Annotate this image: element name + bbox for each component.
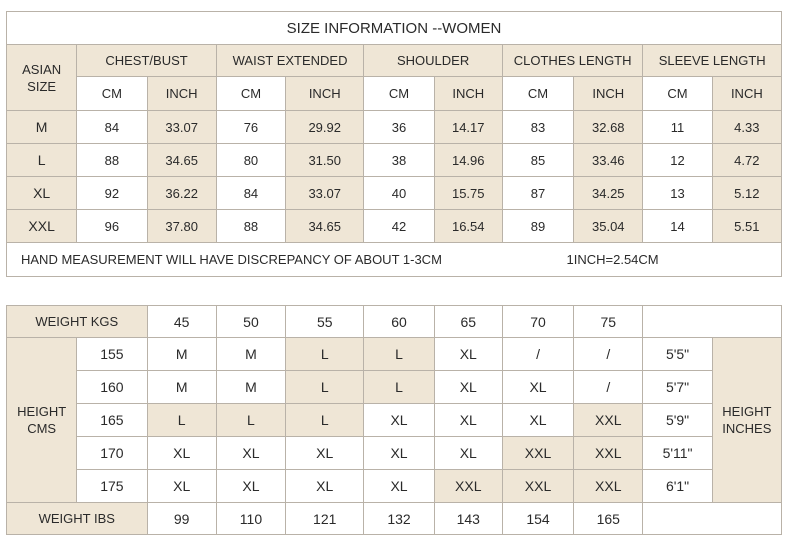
table-cell: 84 [216,177,285,210]
table-cell: 40 [364,177,434,210]
size-fit-table [6,305,782,535]
height-cm-value: 155 [77,338,147,371]
column-group-header: CHEST/BUST [77,45,217,77]
size-cell: L [286,338,364,371]
height-cms-label: HEIGHT CMS [7,338,77,503]
height-inches-value: 5'11" [643,437,712,470]
size-cell: XL [286,437,364,470]
table-cell: 96 [77,210,147,243]
table-row [7,144,782,177]
asian-size-header: ASIAN SIZE [7,45,77,111]
table-cell: 92 [77,177,147,210]
empty-cell [643,503,782,535]
unit-cm-header: CM [77,77,147,111]
size-cell: XL [434,371,502,404]
height-cm-value: 170 [77,437,147,470]
table-cell: 12 [643,144,712,177]
table-cell: 84 [77,111,147,144]
size-cell: M [216,338,285,371]
unit-inch-header: INCH [147,77,216,111]
size-cell: XXL [574,404,643,437]
height-inches-label: HEIGHT INCHES [712,338,781,503]
table-cell: 87 [502,177,573,210]
table-cell: 36.22 [147,177,216,210]
size-cell: XXL [574,437,643,470]
table-cell: 34.25 [574,177,643,210]
unit-inch-header: INCH [712,77,781,111]
table-cell: 34.65 [147,144,216,177]
column-group-header: SLEEVE LENGTH [643,45,782,77]
table-cell: 89 [502,210,573,243]
height-inches-value: 5'7" [643,371,712,404]
weight-kgs-value: 55 [286,306,364,338]
size-cell: L [286,371,364,404]
unit-cm-header: CM [216,77,285,111]
size-cell: XL [216,470,285,503]
table-cell: 34.65 [286,210,364,243]
table-cell: 31.50 [286,144,364,177]
table-cell: 32.68 [574,111,643,144]
weight-kgs-value: 75 [574,306,643,338]
weight-lbs-value: 154 [502,503,573,535]
height-inches-value: 5'9" [643,404,712,437]
table-row [7,177,782,210]
table-cell: 15.75 [434,177,502,210]
column-group-header: CLOTHES LENGTH [502,45,643,77]
unit-cm-header: CM [643,77,712,111]
size-cell: XL [502,404,573,437]
weight-kgs-value: 50 [216,306,285,338]
table-row [7,338,782,371]
column-group-header: SHOULDER [364,45,503,77]
table-row [7,437,782,470]
unit-cm-header: CM [502,77,573,111]
table-cell: 4.33 [712,111,781,144]
height-inches-value: 6'1" [643,470,712,503]
size-cell: M [147,371,216,404]
empty-cell [643,306,782,338]
table-cell: 16.54 [434,210,502,243]
table-cell: 13 [643,177,712,210]
unit-cm-header: CM [364,77,434,111]
table-cell: 14.17 [434,111,502,144]
size-cell: XL [434,437,502,470]
size-cell: XXL [502,437,573,470]
size-cell: XL [364,437,434,470]
weight-lbs-value: 132 [364,503,434,535]
size-label: XXL [7,210,77,243]
size-label: XL [7,177,77,210]
table-cell: 42 [364,210,434,243]
height-cm-value: 160 [77,371,147,404]
table-cell: 5.51 [712,210,781,243]
size-cell: XXL [574,470,643,503]
weight-kgs-value: 60 [364,306,434,338]
unit-inch-header: INCH [434,77,502,111]
size-cell: XL [364,470,434,503]
table-cell: 85 [502,144,573,177]
column-group-header: WAIST EXTENDED [216,45,364,77]
height-cm-value: 175 [77,470,147,503]
table-cell: 33.07 [286,177,364,210]
table-title: SIZE INFORMATION --WOMEN [7,12,782,45]
table-cell: 14.96 [434,144,502,177]
weight-lbs-value: 121 [286,503,364,535]
size-cell: XL [147,437,216,470]
table-cell: 76 [216,111,285,144]
table-cell: 35.04 [574,210,643,243]
table-row [7,404,782,437]
size-label: L [7,144,77,177]
size-cell: XL [364,404,434,437]
size-cell: L [147,404,216,437]
table-cell: 83 [502,111,573,144]
table-cell: 88 [77,144,147,177]
size-cell: M [147,338,216,371]
conversion-note: 1INCH=2.54CM [566,252,659,267]
height-inches-value: 5'5" [643,338,712,371]
table-cell: 33.07 [147,111,216,144]
size-cell: / [574,338,643,371]
weight-kgs-value: 70 [502,306,573,338]
table-cell: 38 [364,144,434,177]
size-cell: L [364,371,434,404]
table-row [7,470,782,503]
weight-lbs-value: 110 [216,503,285,535]
table-cell: 5.12 [712,177,781,210]
weight-lbs-value: 165 [574,503,643,535]
size-cell: XXL [434,470,502,503]
weight-kgs-value: 65 [434,306,502,338]
height-cm-value: 165 [77,404,147,437]
size-cell: / [574,371,643,404]
table-cell: 14 [643,210,712,243]
size-cell: L [364,338,434,371]
size-cell: XL [286,470,364,503]
table-cell: 11 [643,111,712,144]
discrepancy-note: HAND MEASUREMENT WILL HAVE DISCREPANCY OF ABOUT 1-3CM [21,252,442,267]
weight-lbs-label: WEIGHT IBS [7,503,148,535]
size-cell: / [502,338,573,371]
size-cell: XL [434,338,502,371]
size-cell: L [216,404,285,437]
weight-kgs-label: WEIGHT KGS [7,306,148,338]
table-cell: 80 [216,144,285,177]
size-cell: XL [147,470,216,503]
size-information-table [6,11,782,277]
table-row [7,371,782,404]
table-cell: 4.72 [712,144,781,177]
size-cell: XL [502,371,573,404]
table-cell: 33.46 [574,144,643,177]
size-cell: L [286,404,364,437]
table-cell: 29.92 [286,111,364,144]
table-cell: 36 [364,111,434,144]
size-cell: XL [216,437,285,470]
table-row [7,111,782,144]
unit-inch-header: INCH [286,77,364,111]
weight-lbs-value: 143 [434,503,502,535]
table-cell: 37.80 [147,210,216,243]
weight-lbs-value: 99 [147,503,216,535]
table-cell: 88 [216,210,285,243]
size-label: M [7,111,77,144]
unit-inch-header: INCH [574,77,643,111]
size-cell: XL [434,404,502,437]
measurement-note [7,243,782,277]
weight-kgs-value: 45 [147,306,216,338]
size-cell: XXL [502,470,573,503]
size-cell: M [216,371,285,404]
table-row [7,210,782,243]
